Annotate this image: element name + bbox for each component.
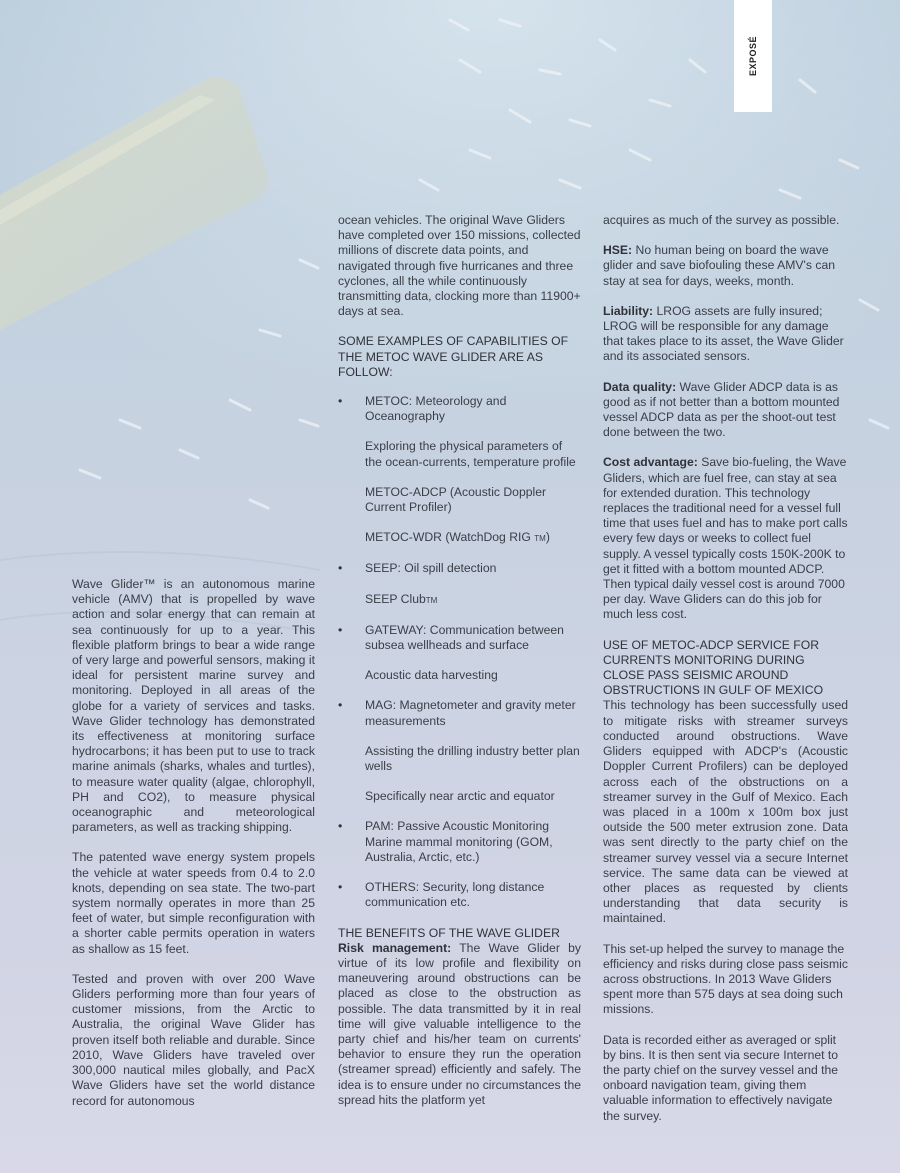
list-item: • OTHERS: Security, long distance communication etc. <box>338 880 581 910</box>
data-quality-paragraph: Data quality: Wave Glider ADCP data is as good as if not better than a bottom mounted vessel ADCP data as per the shoot-out test done between the two. <box>603 379 840 440</box>
list-item: METOC-WDR (WatchDog RIG TM) <box>365 530 550 545</box>
trademark-mark: TM <box>425 595 438 605</box>
list-item: • METOC: Meteorology and Oceanography <box>338 394 581 424</box>
list-item: • SEEP: Oil spill detection <box>338 561 581 576</box>
list-item: • PAM: Passive Acoustic Monitoring Marine mammal monitoring (GOM, Australia, Arctic, etc.) <box>338 819 581 865</box>
tested-proven-paragraph: Tested and proven with over 200 Wave Gliders performing more than four years of customer missions, from the Arctic to Australia, the original Wave Glider has proven itself both reliable and durable. Since 2010, Wave Gliders have traveled over 300,000 nautical miles globally, and PacX Wave Gliders have set the world distance record for autonomous <box>72 971 315 1108</box>
list-item: Assisting the drilling industry better plan wells <box>365 743 580 774</box>
hse-lead: HSE: <box>603 243 633 258</box>
list-item: METOC-ADCP (Acoustic Doppler Current Profiler) <box>365 484 547 515</box>
risk-management-lead: Risk management: <box>338 940 452 955</box>
risk-management-paragraph: Risk management: The Wave Glider by virtue of its low profile and flexibility on maneuvering around obstructions can be placed as close to the obstruction as possible. The data transmitted by it in real time will give valuable intelligence to the party chief and his/her team on currents' behavior to ensure they run the operation (streamer spread) efficiently and safely. The idea is to ensure under no circumstances the spread hits the platform yet <box>338 940 581 1107</box>
setup-paragraph: This set-up helped the survey to manage the efficiency and risks during close pass seismic across obstructions. In 2013 Wave Gliders spent more than 575 days at sea doing such missions. <box>603 941 848 1017</box>
liability-paragraph: Liability: LROG assets are fully insured; LROG will be responsible for any damage that takes place to its asset, the Wave Glider and its associated sensors. <box>603 303 844 364</box>
liability-lead: Liability: <box>603 303 654 318</box>
benefits-heading: THE BENEFITS OF THE WAVE GLIDER <box>338 925 560 940</box>
column-1 <box>72 577 315 1124</box>
section-tab-label: EXPOSÉ <box>748 35 759 77</box>
survey-continuation: acquires as much of the survey as possible. <box>603 213 840 227</box>
column-3 <box>603 213 848 1139</box>
list-item: Specifically near arctic and equator <box>365 789 555 804</box>
trademark-mark: TM <box>534 534 546 544</box>
capabilities-heading: SOME EXAMPLES OF CAPABILITIES OF THE METOC WAVE GLIDER ARE AS FOLLOW: <box>338 334 569 379</box>
list-item: Acoustic data harvesting <box>365 668 498 683</box>
list-item: • MAG: Magnetometer and gravity meter measurements <box>338 698 581 728</box>
list-item: SEEP ClubTM <box>365 591 438 606</box>
missions-paragraph: ocean vehicles. The original Wave Gliders have completed over 150 missions, collected millions of discrete data points, and navigated through five hurricanes and three cyclones, all the while continuously transmitting data, clocking more than 11900+ days at sea. <box>338 213 581 319</box>
capabilities-list <box>338 394 581 910</box>
list-item: Exploring the physical parameters of the ocean-currents, temperature profile <box>365 439 576 469</box>
data-recording-paragraph: Data is recorded either as averaged or split by bins. It is then sent via secure Internet to the party chief on the survey vessel and the onboard navigation team, giving them valuable information to effectively navigate the survey. <box>603 1032 839 1123</box>
wave-energy-paragraph: The patented wave energy system propels the vehicle at water speeds from 0.4 to 2.0 knots, depending on sea state. The two-part system normally operates in more than 25 feet of water, but simple reconfiguration with a shorter cable permits operation in waters as shallow as 15 feet. <box>72 850 315 956</box>
use-of-metoc-paragraph: This technology has been successfully used to mitigate risks with streamer surveys conducted around obstructions. Wave Gliders equipped with ADCP's (Acoustic Doppler Current Profilers) can be deployed across each of the obstructions on a streamer survey in the Gulf of Mexico. Each was placed in a 100m x 100m box just outside the 500 meter extrusion zone. Data was sent directly to the party chief on the streamer survey vessel via a secure Internet service. The same data can be viewed at other places as requested by clients understanding that data security is maintained. <box>603 698 848 926</box>
intro-paragraph: Wave Glider™ is an autonomous marine vehicle (AMV) that is propelled by wave action and solar energy that can remain at sea continuously for up to a year. This flexible platform brings to bear a wide range of very large and powerful sensors, making it ideal for persistent marine survey and monitoring. Deployed in all areas of the globe for a variety of services and tasks. Wave Glider technology has demonstrated its effectiveness at monitoring surface hydrocarbons; it has been put to use to track marine animals (sharks, whales and turtles), to measure water quality (algae, chlorophyll, PH and CO2), to measure physical oceanographic and meteorological parameters, as well as tracking shipping. <box>72 577 315 835</box>
hse-paragraph: HSE: No human being on board the wave glider and save biofouling these AMV's can stay at sea for days, weeks, month. <box>603 243 836 288</box>
list-item: • GATEWAY: Communication between subsea wellheads and surface <box>338 623 581 653</box>
data-quality-lead: Data quality: <box>603 379 677 394</box>
use-of-metoc-heading: USE OF METOC-ADCP SERVICE FOR CURRENTS MONITORING DURING CLOSE PASS SEISMIC AROUND OBSTRUCTIONS IN GULF OF MEXICO <box>603 637 824 698</box>
column-2 <box>338 213 581 1123</box>
cost-advantage-lead: Cost advantage: <box>603 455 698 470</box>
section-tab <box>734 0 772 112</box>
cost-advantage-paragraph: Cost advantage: Save bio-fueling, the Wave Gliders, which are fuel free, can stay at sea for extended duration. This technology replaces the traditional need for a vessel full time that uses fuel and has to make port calls every few days or weeks to collect fuel supply. A vessel typically costs 150K-200K to get it fitted with a bottom mounted ADCP. Then typical daily vessel cost is around 7000 per day. Wave Gliders can do this job for much less cost. <box>603 455 848 622</box>
